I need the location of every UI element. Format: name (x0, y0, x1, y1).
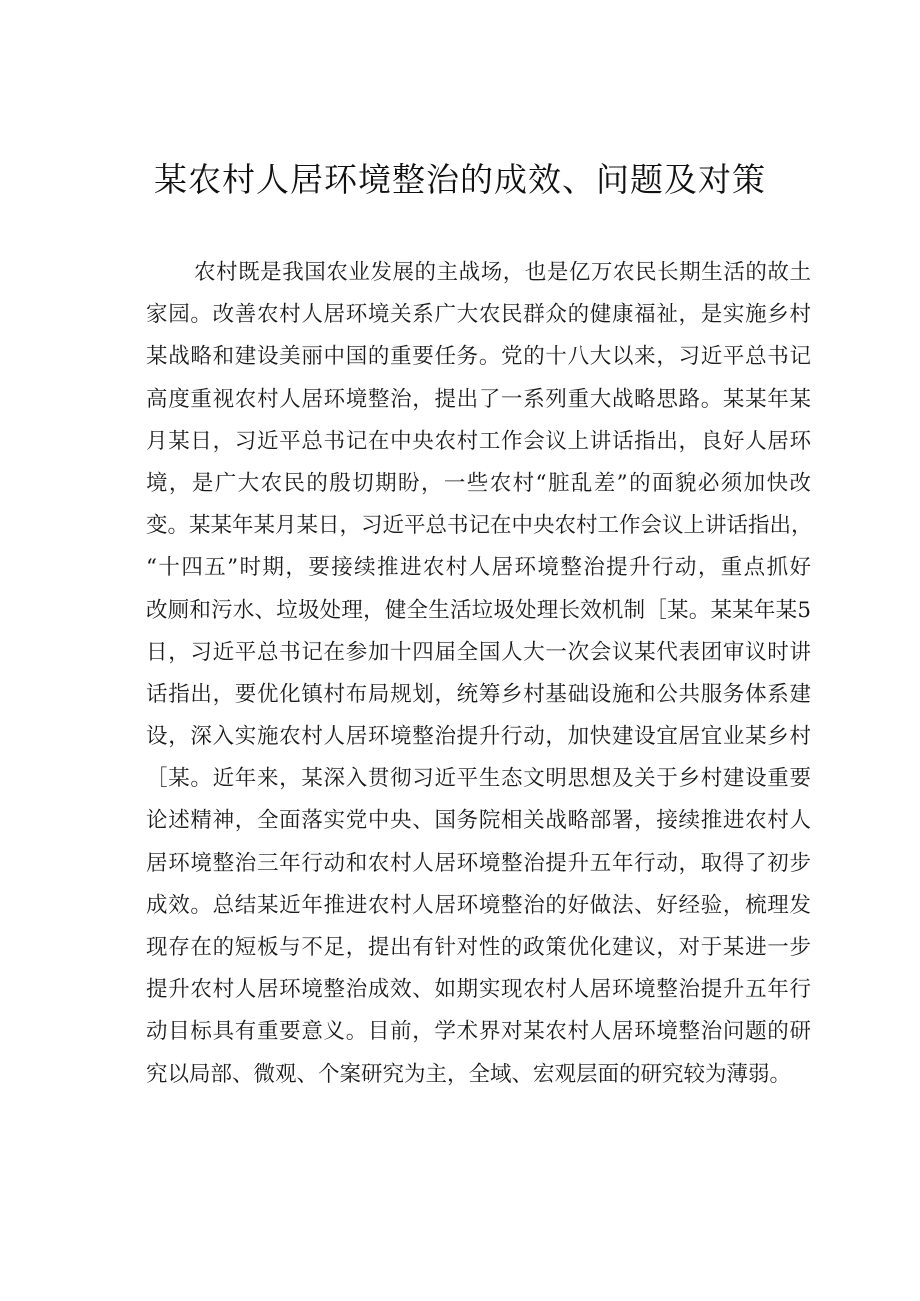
paragraph-line: 居环境整治三年行动和农村人居环境整治提升五年行动，取得了初步 (146, 850, 811, 876)
paragraph-line: 究以局部、微观、个案研究为主，全域、宏观层面的研究较为薄弱。 (146, 1061, 792, 1087)
paragraph-line: 变。某某年某月某日，习近平总书记在中央农村工作会议上讲话指出， (146, 513, 813, 539)
paragraph-line: 话指出，要优化镇村布局规划，统筹乡村基础设施和公共服务体系建 (146, 681, 811, 707)
paragraph-line: ［某。近年来，某深入贯彻习近平生态文明思想及关于乡村建设重要 (146, 766, 811, 792)
document-title: 某农村人居环境整治的成效、问题及对策 (154, 160, 766, 199)
paragraph-line: “十四五”时期，要接续推进农村人居环境整治提升行动，重点抓好 (146, 555, 811, 581)
paragraph-line: 改厕和污水、垃圾处理，健全生活垃圾处理长效机制［某。某某年某5 (146, 597, 811, 623)
paragraph-line: 月某日，习近平总书记在中央农村工作会议上讲话指出，良好人居环 (146, 428, 811, 454)
paragraph-line: 日，习近平总书记在参加十四届全国人大一次会议某代表团审议时讲 (146, 639, 811, 665)
paragraph-line: 现存在的短板与不足，提出有针对性的政策优化建议，对于某进一步 (146, 935, 811, 960)
paragraph-line: 高度重视农村人居环境整治，提出了一系列重大战略思路。某某年某 (146, 386, 811, 412)
paragraph-line: 提升农村人居环境整治成效、如期实现农村人居环境整治提升五年行 (146, 977, 811, 1003)
body-paragraph (146, 252, 811, 1096)
paragraph-line: 设，深入实施农村人居环境整治提升行动，加快建设宜居宜业某乡村 (146, 724, 811, 750)
paragraph-line: 成效。总结某近年推进农村人居环境整治的好做法、好经验，梳理发 (146, 892, 811, 918)
paragraph-line: 农村既是我国农业发展的主战场，也是亿万农民长期生活的故土 (194, 260, 811, 285)
paragraph-line: 动目标具有重要意义。目前，学术界对某农村人居环境整治问题的研 (146, 1019, 811, 1045)
paragraph-line: 境，是广大农民的殷切期盼，一些农村“脏乱差”的面貌必须加快改 (146, 470, 811, 496)
paragraph-line: 论述精神，全面落实党中央、国务院相关战略部署，接续推进农村人 (146, 808, 811, 834)
paragraph-line: 家园。改善农村人居环境关系广大农民群众的健康福祉，是实施乡村 (146, 302, 811, 328)
paragraph-line: 某战略和建设美丽中国的重要任务。党的十八大以来，习近平总书记 (146, 344, 811, 370)
